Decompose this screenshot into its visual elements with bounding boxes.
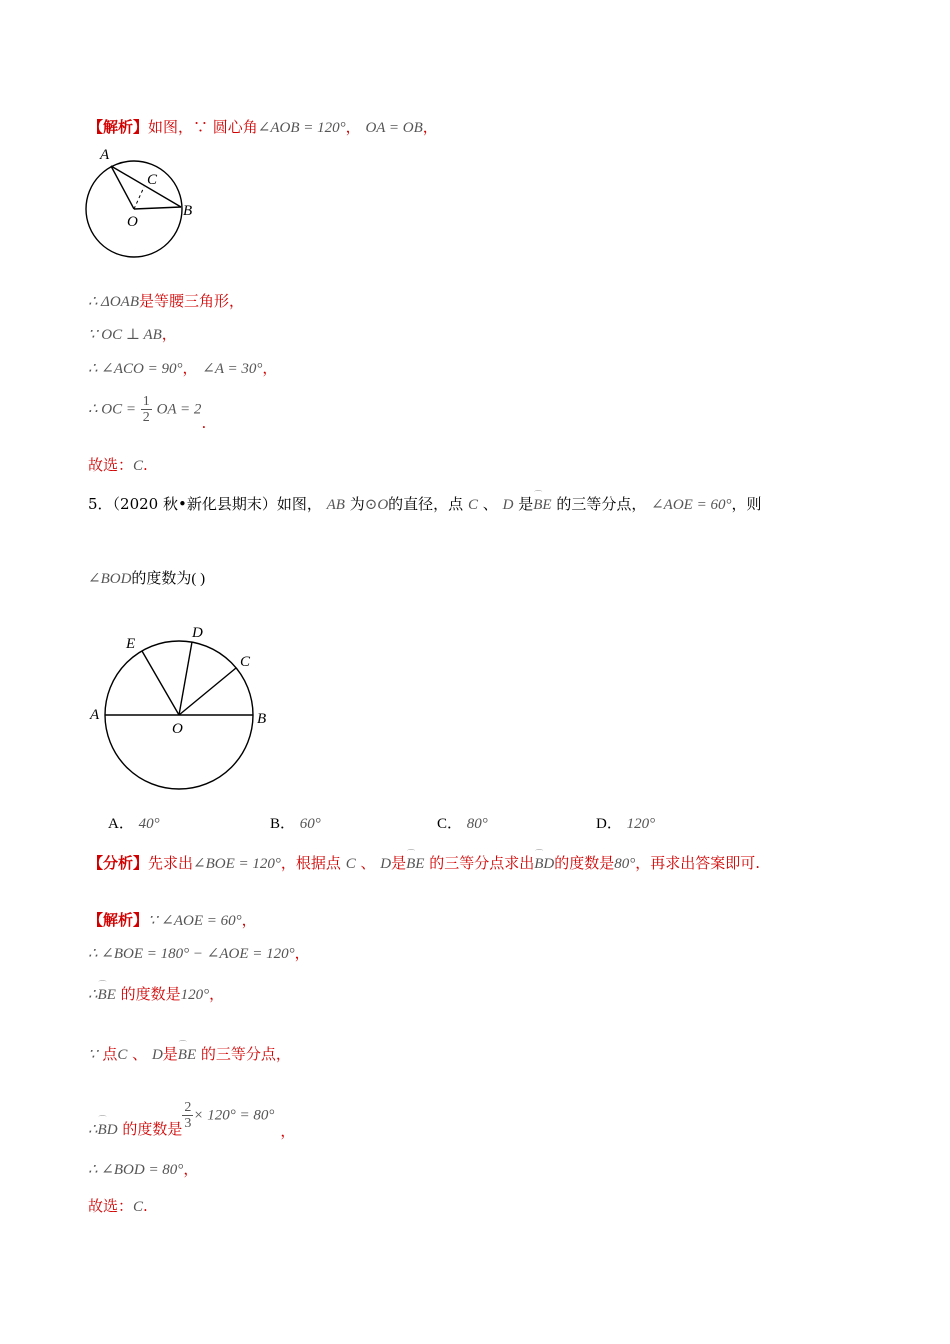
numerator: 2: [184, 1100, 192, 1115]
math-product: × 120° = 80°: [193, 1107, 275, 1124]
math-angle-aco: ∴ ∠ACO = 90°: [88, 361, 183, 377]
math-angle-boe: ∴ ∠BOE = 180° − ∠AOE = 120°: [88, 946, 295, 962]
answer-label: 故选：: [88, 456, 134, 474]
text: 点: [102, 1045, 118, 1063]
arc-mark: ⌒: [407, 849, 416, 858]
label-o: O: [172, 721, 183, 737]
label-d: D: [192, 625, 203, 641]
math-c: C: [345, 856, 356, 872]
solution-line-6: [88, 1158, 198, 1179]
figure-1-circle: [84, 142, 196, 260]
math-angle-bod: ∠BOD: [88, 571, 132, 587]
fenxi-label: 【分析】: [88, 854, 149, 872]
solution-line-2: [88, 942, 310, 963]
punct: .: [201, 413, 207, 432]
text: 的度数是: [554, 854, 615, 872]
math-perp: ∵ OC ⊥ AB: [88, 327, 162, 343]
analysis-line-3: [88, 323, 177, 344]
radius-oe: [142, 651, 179, 715]
arc-label: BD: [534, 856, 555, 872]
math-angle-aob: ∠AOB = 120°: [257, 120, 346, 136]
punct: ，: [209, 985, 225, 1003]
math-angle-boe: ∠BOE = 120°: [193, 856, 281, 872]
answer-line-1: [88, 454, 148, 475]
arc-mark: ⌒: [535, 849, 544, 858]
option-label: A．: [108, 816, 134, 832]
math-ab: AB: [326, 497, 345, 513]
arc-label: BE: [177, 1047, 197, 1063]
math-angle-bod: ∴ ∠BOD = 80°: [88, 1162, 184, 1178]
arc-bd: [97, 1114, 118, 1138]
punct: .: [143, 1197, 148, 1215]
text: 是等腰三角形，: [138, 292, 244, 310]
answer-blank: ( ): [191, 571, 206, 587]
math-oc: ∴ OC =: [88, 401, 137, 418]
option-value: 80°: [466, 816, 488, 832]
punct: ，: [345, 118, 361, 136]
math-d: D: [380, 856, 392, 872]
segment-oc: [134, 187, 144, 209]
math-80: 80°: [614, 856, 636, 872]
figure-2-circle: [84, 620, 284, 795]
option-a[interactable]: [108, 812, 160, 833]
therefore-symbol: ∴: [88, 1121, 98, 1138]
label-a: A: [90, 707, 100, 723]
math-oa: OA = 2: [156, 401, 202, 418]
text: 的直径，点: [388, 495, 464, 513]
text: 是: [162, 1045, 178, 1063]
option-c[interactable]: [437, 812, 488, 833]
option-value: 40°: [138, 816, 160, 832]
label-c: C: [147, 172, 158, 188]
text: 、: [482, 495, 498, 513]
label-o: O: [127, 214, 138, 230]
math-circle-o: ⊙O: [364, 497, 389, 513]
solution-line-5: [88, 1100, 296, 1140]
text: 的度数是: [122, 1119, 183, 1138]
analysis-line-2: [88, 290, 244, 311]
math-c: C: [117, 1047, 128, 1063]
label-a: A: [100, 147, 110, 163]
segment-ob: [134, 207, 181, 209]
question-source: （2020 秋•新化县期末）: [112, 495, 277, 513]
option-value: 120°: [626, 816, 656, 832]
fraction-two-thirds: [182, 1100, 193, 1131]
label-e: E: [126, 636, 136, 652]
option-b[interactable]: [270, 812, 321, 833]
label-c: C: [240, 654, 251, 670]
math-angle-a: ∠A = 30°: [202, 361, 263, 377]
text: 、: [132, 1045, 148, 1063]
answer-line-2: [88, 1195, 148, 1216]
arc-mark: ⌒: [98, 980, 107, 989]
therefore-symbol: ∴: [88, 987, 98, 1003]
because-symbol: ∵: [88, 1047, 98, 1063]
solution-label: 【解析】: [88, 911, 149, 929]
math-d: D: [151, 1047, 163, 1063]
solution-line-3: [88, 980, 225, 1004]
text: 的度数为: [131, 569, 192, 587]
analysis-line-4: [88, 357, 277, 378]
text: 、: [360, 854, 376, 872]
question-5-line-1: [88, 490, 762, 514]
label-b: B: [183, 203, 193, 219]
punct: ，: [182, 359, 198, 377]
option-label: D．: [596, 816, 622, 832]
fraction-half: [141, 394, 152, 425]
text: 的三等分点，: [200, 1045, 291, 1063]
text: 是: [518, 495, 534, 513]
solution-line-1: [88, 909, 257, 930]
punct: ，: [183, 1160, 199, 1178]
punct: ，: [262, 359, 278, 377]
numerator: 1: [142, 394, 150, 409]
option-d[interactable]: [596, 812, 655, 833]
solution-line-4: [88, 1040, 291, 1064]
arc-be: [406, 849, 425, 872]
arc-label: BE: [97, 987, 116, 1003]
denominator: 2: [142, 410, 150, 425]
text: 是: [391, 854, 407, 872]
text: 如图，: [276, 495, 322, 513]
arc-be: [177, 1040, 197, 1063]
text: ，再求出答案即可.: [635, 854, 761, 872]
punct: ，: [422, 118, 438, 136]
punct: ，: [280, 1121, 296, 1140]
label-b: B: [257, 711, 267, 727]
arc-label: BD: [97, 1121, 118, 1138]
answer-value: C: [133, 1199, 144, 1215]
punct: .: [143, 456, 148, 474]
punct: ，: [241, 911, 257, 929]
arc-bd: [534, 849, 555, 872]
fenxi-line: [88, 849, 761, 873]
denominator: 3: [184, 1116, 192, 1131]
arc-label: BE: [406, 856, 425, 872]
math-c: C: [467, 497, 478, 513]
text: 的度数是: [120, 985, 181, 1003]
text: 的三等分点，: [556, 495, 647, 513]
text: ，则: [731, 495, 762, 513]
option-value: 60°: [299, 816, 321, 832]
text: ，根据点: [280, 854, 341, 872]
radius-od: [179, 642, 192, 715]
answer-value: C: [133, 458, 144, 474]
question-5-line-2: [88, 567, 205, 588]
arc-be: [533, 490, 552, 513]
math-angle-aoe: ∠AOE = 60°: [651, 497, 732, 513]
text: 的三等分点求出: [429, 854, 535, 872]
analysis-text: 如图，∵ 圆心角: [148, 118, 258, 136]
option-label: C．: [437, 816, 463, 832]
text: 为: [349, 495, 365, 513]
math-triangle: ∴ ΔOAB: [88, 294, 139, 310]
answer-label: 故选：: [88, 1197, 134, 1215]
radius-oc: [179, 668, 236, 715]
arc-mark: ⌒: [534, 490, 543, 499]
punct: ，: [161, 325, 177, 343]
question-number: 5．: [88, 495, 113, 513]
arc-label: BE: [533, 497, 552, 513]
text: 先求出: [148, 854, 194, 872]
option-label: B．: [270, 816, 296, 832]
math-oa-ob: OA = OB: [365, 120, 423, 136]
analysis-line-1: [88, 116, 438, 137]
punct: ，: [294, 944, 310, 962]
math-angle-aoe: ∵ ∠AOE = 60°: [148, 913, 242, 929]
analysis-label: 【解析】: [88, 118, 149, 136]
arc-mark: ⌒: [178, 1040, 187, 1049]
analysis-line-5: [88, 394, 207, 432]
arc-mark: ⌒: [98, 1114, 107, 1124]
math-120: 120°: [180, 987, 210, 1003]
math-d: D: [502, 497, 514, 513]
arc-be: [97, 980, 116, 1003]
